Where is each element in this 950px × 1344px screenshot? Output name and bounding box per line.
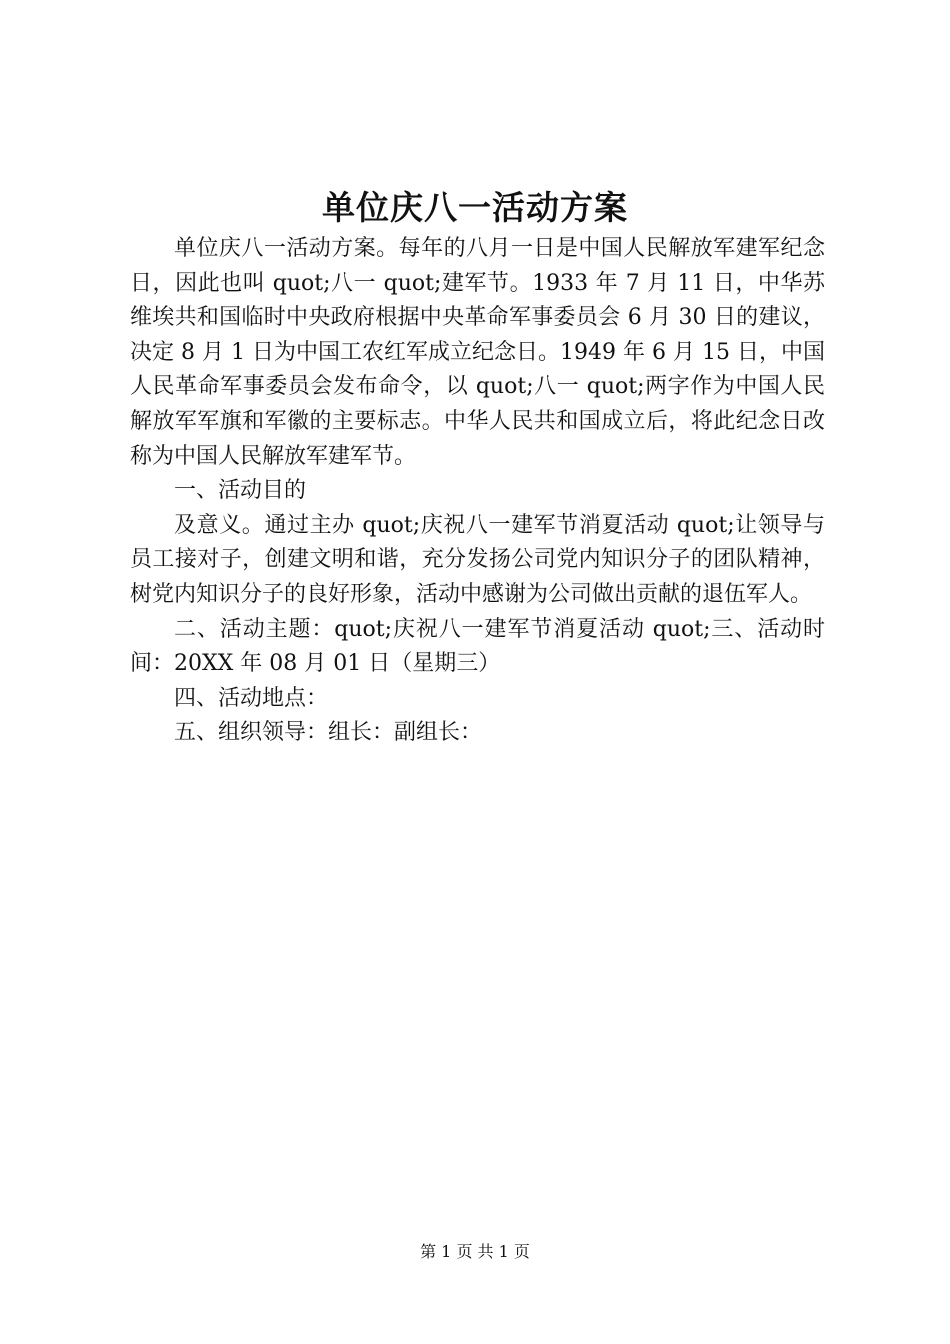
- paragraph-section-location: 四、活动地点：: [174, 685, 329, 711]
- paragraph-intro: 单位庆八一活动方案。每年的八月一日是中国人民解放军建军纪念日，因此也叫 quot;八一 quot;建军节。1933 年 7 月 11 日，中华苏维埃共和国临时中央政府根据中央革命军事委员会 6 月 30 日的建议，决定 8 月 1 日为中国工农红军成立纪念日。1949 年 6 月 15 日，中国人民革命军事委员会发布命令，以 quot;八一 quot;两字作为中国人民解放军军旗和军徽的主要标志。中华人民共和国成立后，将此纪念日改称为中国人民解放军建军节。: [130, 236, 825, 469]
- paragraph-section-theme-time: 二、活动主题：quot;庆祝八一建军节消夏活动 quot;三、活动时间：20XX 年 08 月 01 日（星期三）: [130, 616, 825, 677]
- page-footer: 第 1 页 共 1 页: [420, 1242, 530, 1261]
- paragraph-section-purpose-heading: 一、活动目的: [174, 478, 307, 504]
- document-title: 单位庆八一活动方案: [322, 188, 628, 227]
- paragraph-section-leadership: 五、组织领导：组长：副组长：: [174, 720, 483, 746]
- document-body: [130, 232, 825, 751]
- paragraph-section-purpose: 及意义。通过主办 quot;庆祝八一建军节消夏活动 quot;让领导与员工接对子，创建文明和谐，充分发扬公司党内知识分子的团队精神，树党内知识分子的良好形象，活动中感谢为公司做出贡献的退伍军人。: [130, 512, 825, 607]
